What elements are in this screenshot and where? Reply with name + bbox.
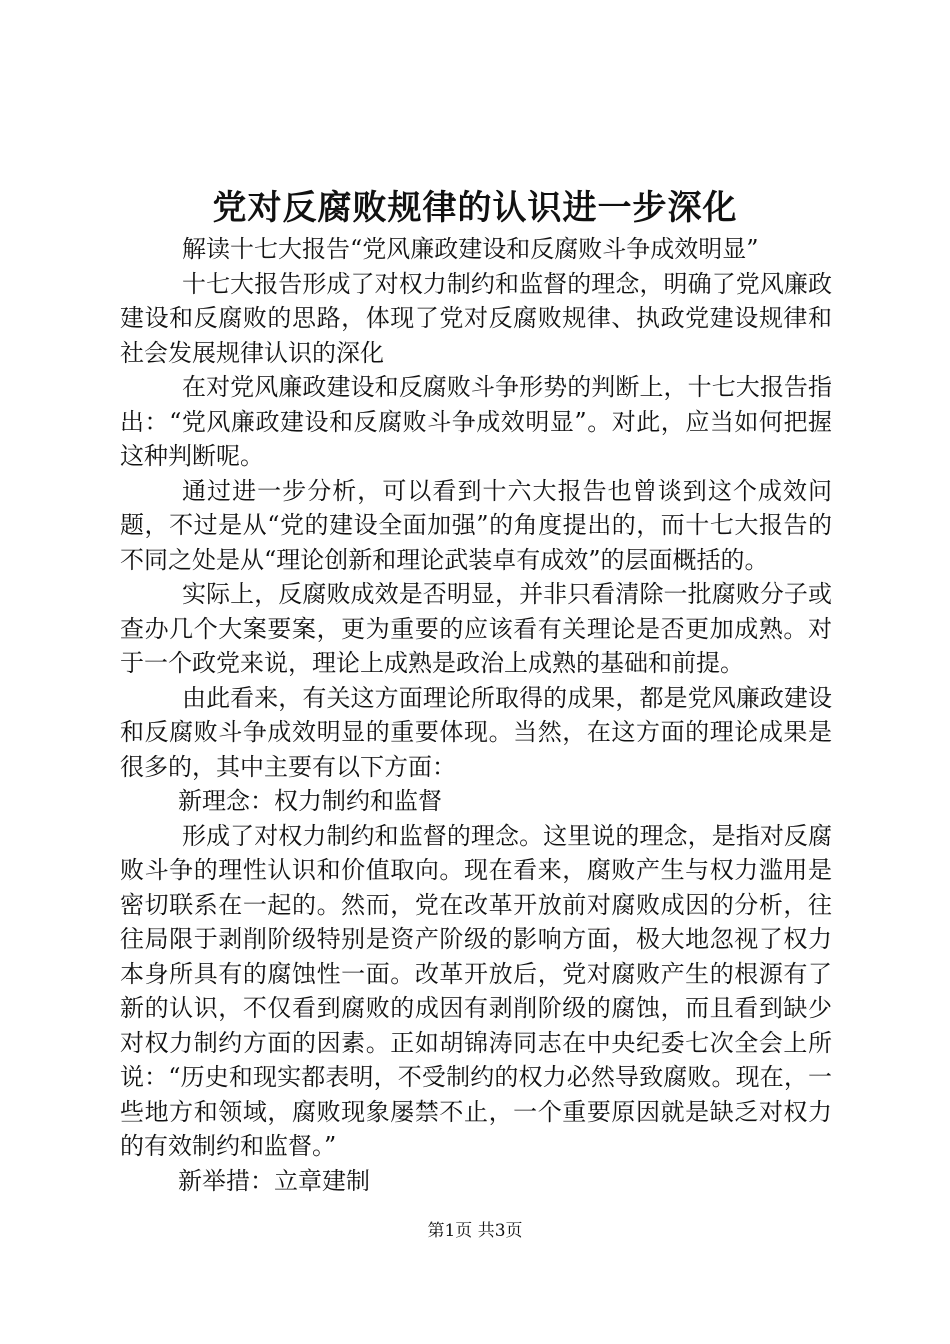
body-paragraph: 形成了对权力制约和监督的理念。这里说的理念，是指对反腐败斗争的理性认识和价值取向。现在看来，腐败产生与权力滥用是密切联系在一起的。然而，党在改革开放前对腐败成因的分析，往往局限于剥削阶级特别是资产阶级的影响方面，极大地忽视了权力本身所具有的腐蚀性一面。改革开放后，党对腐败产生的根源有了新的认识，不仅看到腐败的成因有剥削阶级的腐蚀，而且看到缺少对权力制约方面的因素。正如胡锦涛同志在中央纪委七次全会上所说：“历史和现实都表明，不受制约的权力必然导致腐败。现在，一些地方和领域，腐败现象屡禁不止，一个重要原因就是缺乏对权力的有效制约和监督。” — [120, 821, 832, 1160]
body-paragraph: 在对党风廉政建设和反腐败斗争形势的判断上，十七大报告指出：“党风廉政建设和反腐败斗争成效明显”。对此，应当如何把握这种判断呢。 — [120, 373, 832, 470]
body-paragraph: 实际上，反腐败成效是否明显，并非只看清除一批腐败分子或查办几个大案要案，更为重要的应该看有关理论是否更加成熟。对于一个政党来说，理论上成熟是政治上成熟的基础和前提。 — [120, 580, 832, 677]
body-paragraph: 由此看来，有关这方面理论所取得的成果，都是党风廉政建设和反腐败斗争成效明显的重要体现。当然，在这方面的理论成果是很多的，其中主要有以下方面： — [120, 683, 832, 781]
document-title: 党对反腐败规律的认识进一步深化 — [212, 188, 738, 228]
section-heading: 新举措：立章建制 — [178, 1166, 370, 1195]
subtitle-paragraph: 解读十七大报告“党风廉政建设和反腐败斗争成效明显” — [182, 235, 759, 263]
body-paragraph: 通过进一步分析，可以看到十六大报告也曾谈到这个成效问题，不过是从“党的建设全面加强”的角度提出的，而十七大报告的不同之处是从“理论创新和理论武装卓有成效”的层面概括的。 — [120, 476, 832, 574]
page-footer: 第1页 共3页 — [427, 1221, 523, 1241]
section-heading: 新理念：权力制约和监督 — [178, 787, 442, 815]
document-body — [120, 232, 832, 1198]
body-paragraph: 十七大报告形成了对权力制约和监督的理念，明确了党风廉政建设和反腐败的思路，体现了党对反腐败规律、执政党建设规律和社会发展规律认识的深化 — [120, 269, 832, 367]
